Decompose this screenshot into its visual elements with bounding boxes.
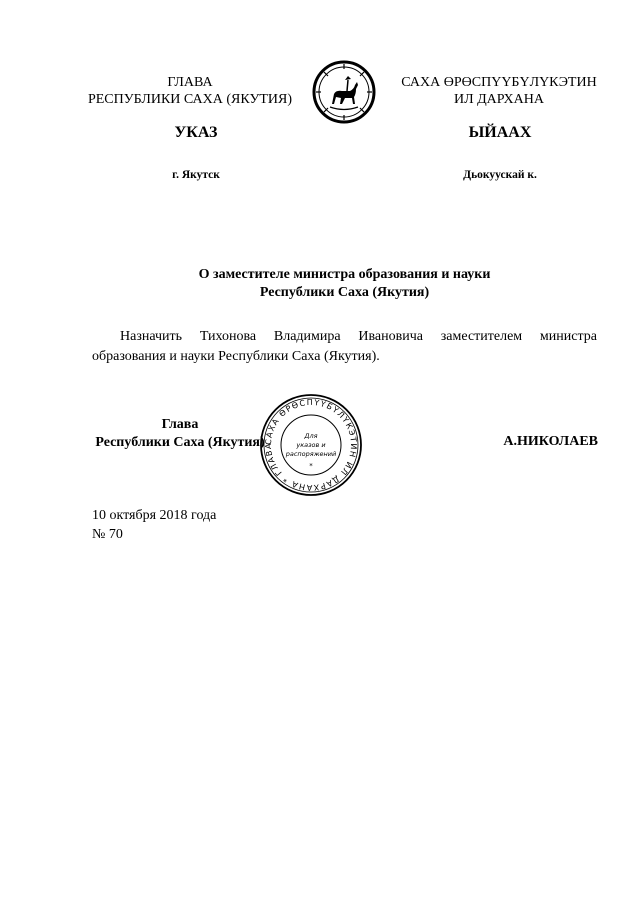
coat-of-arms-emblem-icon bbox=[312, 60, 376, 124]
title-right: ЫЙААХ bbox=[468, 124, 532, 141]
stamp-ring-text: САХА ӨРӨСПҮҮБҮЛҮКЭТИН ИЛ ДАРХАНА * ГЛАВА bbox=[263, 397, 359, 493]
decree-number: № 70 bbox=[92, 527, 123, 542]
signatory-title bbox=[92, 416, 268, 452]
decree-date: 10 октября 2018 года bbox=[92, 508, 217, 523]
decree-subject bbox=[92, 266, 597, 302]
subject-line1: О заместителе министра образования и науки bbox=[198, 267, 491, 282]
stamp-center-line2: указов и bbox=[296, 441, 326, 449]
decree-body: Назначить Тихонова Владимира Ивановича заместителем министра образования и науки Республики Саха (Якутия). bbox=[92, 329, 597, 364]
decree-footer bbox=[92, 506, 216, 544]
city-right: Дьокуускай к. bbox=[463, 169, 537, 181]
subject-line2: Республики Саха (Якутия) bbox=[259, 285, 430, 300]
stamp-center-line1: Для bbox=[304, 432, 318, 440]
header-right bbox=[388, 74, 610, 108]
header-right-line1: САХА ӨРӨСПҮҮБҮЛҮКЭТИН bbox=[401, 75, 597, 90]
stamp-center-line3: распоряжений bbox=[285, 450, 337, 458]
header-left bbox=[60, 74, 320, 108]
city-left: г. Якутск bbox=[172, 169, 220, 181]
title-left: УКАЗ bbox=[174, 124, 218, 141]
signatory-name: А.НИКОЛАЕВ bbox=[503, 434, 598, 449]
signatory-title-line2: Республики Саха (Якутия) bbox=[95, 435, 265, 450]
signatory-title-line1: Глава bbox=[161, 417, 199, 432]
svg-text:*: * bbox=[309, 462, 313, 470]
header-right-line2: ИЛ ДАРХАНА bbox=[453, 92, 544, 107]
header-left-line2: РЕСПУБЛИКИ САХА (ЯКУТИЯ) bbox=[87, 92, 293, 107]
official-stamp bbox=[258, 392, 364, 498]
header-left-line1: ГЛАВА bbox=[167, 75, 213, 90]
